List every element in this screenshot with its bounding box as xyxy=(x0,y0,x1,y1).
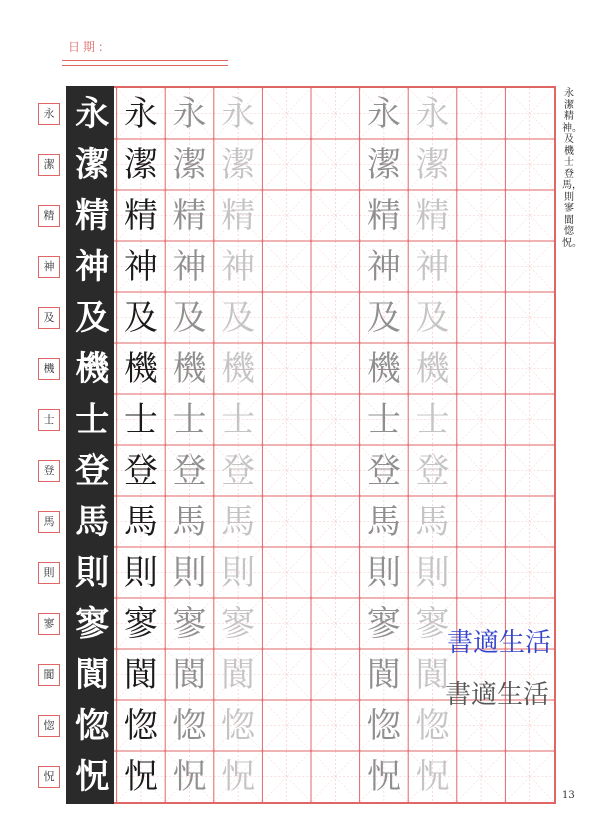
grid-char-r1-c0: 潔 xyxy=(75,144,110,185)
grid-char-r0-c6: 永 xyxy=(366,93,401,134)
grid-char-r0-c7: 永 xyxy=(415,93,450,134)
grid-char-r5-c2: 機 xyxy=(172,348,207,389)
left-char-5: 機 xyxy=(38,358,60,380)
grid-char-r5-c3: 機 xyxy=(221,348,256,389)
date-label: 日期： xyxy=(68,40,114,54)
grid-char-r1-c1: 潔 xyxy=(123,144,158,185)
grid-char-r2-c1: 精 xyxy=(123,195,158,236)
grid-char-r9-c3: 則 xyxy=(221,552,256,593)
grid-char-r7-c1: 登 xyxy=(123,450,158,491)
grid-char-r8-c2: 馬 xyxy=(172,501,207,542)
grid-char-r5-c7: 機 xyxy=(415,348,450,389)
grid-char-r4-c0: 及 xyxy=(75,297,110,338)
grid-char-r5-c0: 機 xyxy=(75,348,110,389)
left-char-9: 則 xyxy=(38,562,60,584)
left-char-10: 寥 xyxy=(38,613,60,635)
grid-char-r12-c2: 惚 xyxy=(172,705,207,746)
grid-char-r3-c2: 神 xyxy=(172,246,207,287)
grid-char-r12-c0: 惚 xyxy=(75,705,110,746)
left-char-6: 士 xyxy=(38,409,60,431)
grid-char-r7-c6: 登 xyxy=(366,450,401,491)
grid-char-r13-c2: 怳 xyxy=(172,756,207,797)
grid-char-r4-c7: 及 xyxy=(415,297,450,338)
grid-char-r10-c2: 寥 xyxy=(172,603,207,644)
grid-char-r10-c6: 寥 xyxy=(366,603,401,644)
watermark-gray: 書適生活 xyxy=(445,680,550,710)
left-char-4: 及 xyxy=(38,307,60,329)
left-char-8: 馬 xyxy=(38,511,60,533)
grid-char-r6-c2: 士 xyxy=(172,399,207,440)
left-char-column xyxy=(38,0,62,833)
grid-char-r7-c3: 登 xyxy=(221,450,256,491)
grid-char-r12-c7: 惚 xyxy=(415,705,450,746)
grid-char-r2-c7: 精 xyxy=(415,195,450,236)
grid-char-r0-c0: 永 xyxy=(75,93,110,134)
grid-char-r2-c3: 精 xyxy=(221,195,256,236)
grid-char-r4-c6: 及 xyxy=(366,297,401,338)
grid-char-r5-c6: 機 xyxy=(366,348,401,389)
watermark-blue: 書適生活 xyxy=(447,628,552,658)
grid-char-r13-c7: 怳 xyxy=(415,756,450,797)
grid-char-r13-c3: 怳 xyxy=(221,756,256,797)
grid-char-r3-c1: 神 xyxy=(123,246,158,287)
grid-char-r9-c7: 則 xyxy=(415,552,450,593)
grid-char-r2-c6: 精 xyxy=(366,195,401,236)
grid-char-r13-c1: 怳 xyxy=(123,756,158,797)
grid-char-r13-c6: 怳 xyxy=(366,756,401,797)
grid-char-r1-c7: 潔 xyxy=(415,144,450,185)
grid-char-r4-c3: 及 xyxy=(221,297,256,338)
grid-char-r7-c2: 登 xyxy=(172,450,207,491)
date-underline xyxy=(62,60,228,66)
left-char-7: 登 xyxy=(38,460,60,482)
grid-char-r12-c6: 惚 xyxy=(366,705,401,746)
grid-char-r4-c2: 及 xyxy=(172,297,207,338)
grid-char-r5-c1: 機 xyxy=(123,348,158,389)
grid-char-r1-c2: 潔 xyxy=(172,144,207,185)
grid-char-r2-c2: 精 xyxy=(172,195,207,236)
grid-char-r11-c7: 閬 xyxy=(415,654,450,695)
grid-char-r9-c1: 則 xyxy=(123,552,158,593)
grid-char-r10-c1: 寥 xyxy=(123,603,158,644)
grid-char-r9-c2: 則 xyxy=(172,552,207,593)
page-number: 13 xyxy=(562,790,575,801)
grid-char-r11-c3: 閬 xyxy=(221,654,256,695)
grid-char-r2-c0: 精 xyxy=(75,195,110,236)
grid-char-r10-c0: 寥 xyxy=(75,603,110,644)
grid-char-r10-c7: 寥 xyxy=(415,603,450,644)
grid-char-r7-c7: 登 xyxy=(415,450,450,491)
side-text: 永潔精神。及機士登馬，則寥閬惚怳。 xyxy=(562,88,582,249)
left-char-12: 惚 xyxy=(38,715,60,737)
left-char-0: 永 xyxy=(38,103,60,125)
grid-char-r11-c6: 閬 xyxy=(366,654,401,695)
grid-char-r3-c6: 神 xyxy=(366,246,401,287)
grid-char-r8-c0: 馬 xyxy=(75,501,110,542)
grid-char-r8-c1: 馬 xyxy=(123,501,158,542)
grid-char-r6-c0: 士 xyxy=(75,399,110,440)
left-char-2: 精 xyxy=(38,205,60,227)
grid-char-r11-c1: 閬 xyxy=(123,654,158,695)
left-char-13: 怳 xyxy=(38,766,60,788)
grid-char-r4-c1: 及 xyxy=(123,297,158,338)
grid-char-r6-c1: 士 xyxy=(123,399,158,440)
grid-char-r8-c7: 馬 xyxy=(415,501,450,542)
grid-char-r11-c2: 閬 xyxy=(172,654,207,695)
grid-char-r12-c3: 惚 xyxy=(221,705,256,746)
left-char-11: 閬 xyxy=(38,664,60,686)
grid-char-r1-c6: 潔 xyxy=(366,144,401,185)
grid-char-r10-c3: 寥 xyxy=(221,603,256,644)
grid-char-r0-c1: 永 xyxy=(123,93,158,134)
grid-char-r3-c3: 神 xyxy=(221,246,256,287)
grid-char-r0-c3: 永 xyxy=(221,93,256,134)
grid-char-r9-c6: 則 xyxy=(366,552,401,593)
grid-char-r8-c6: 馬 xyxy=(366,501,401,542)
grid-char-r13-c0: 怳 xyxy=(75,756,110,797)
left-char-1: 潔 xyxy=(38,154,60,176)
grid-char-r1-c3: 潔 xyxy=(221,144,256,185)
left-char-3: 神 xyxy=(38,256,60,278)
grid-char-r3-c0: 神 xyxy=(75,246,110,287)
grid-char-r6-c3: 士 xyxy=(221,399,256,440)
grid-char-r8-c3: 馬 xyxy=(221,501,256,542)
grid-char-r3-c7: 神 xyxy=(415,246,450,287)
grid-char-r0-c2: 永 xyxy=(172,93,207,134)
grid-char-r6-c6: 士 xyxy=(366,399,401,440)
grid-char-r11-c0: 閬 xyxy=(75,654,110,695)
grid-char-r6-c7: 士 xyxy=(415,399,450,440)
grid-char-r12-c1: 惚 xyxy=(123,705,158,746)
grid-char-r9-c0: 則 xyxy=(75,552,110,593)
grid-char-r7-c0: 登 xyxy=(75,450,110,491)
